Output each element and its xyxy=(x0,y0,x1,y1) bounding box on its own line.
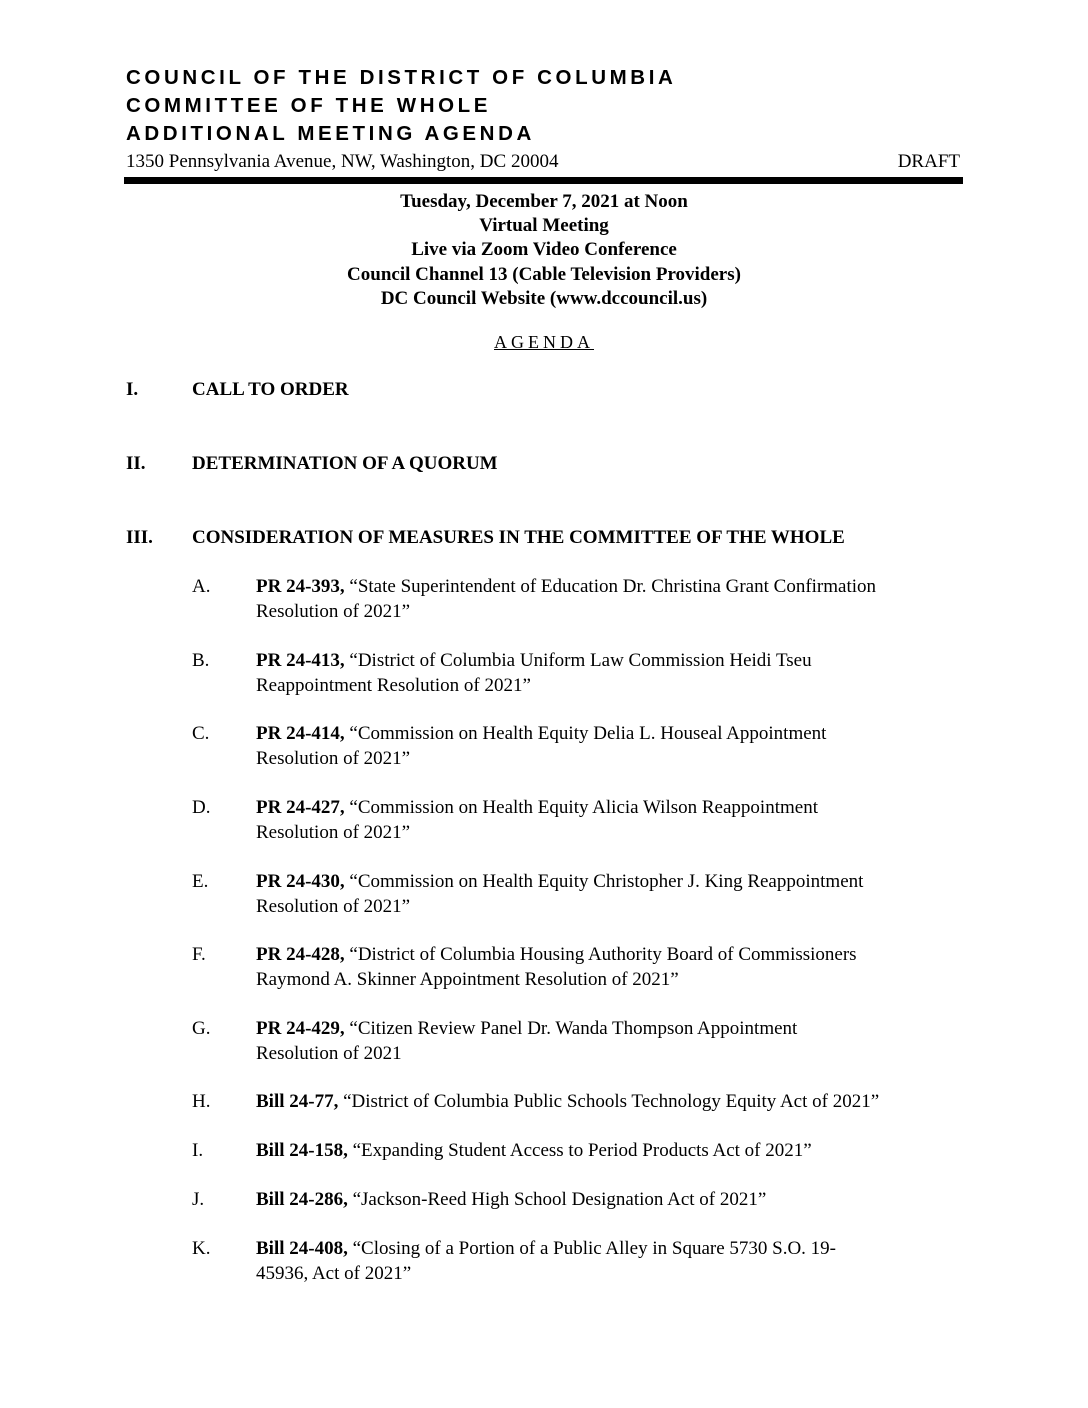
measure-title-cont: Resolution of 2021” xyxy=(256,821,411,843)
header-rule xyxy=(124,177,963,184)
measure-title: “District of Columbia Housing Authority Board of Commissioners xyxy=(344,944,857,965)
measure-title: “District of Columbia Public Schools Technology Equity Act of 2021” xyxy=(338,1091,880,1112)
measure-number: Bill 24-408, xyxy=(256,1238,348,1259)
measure-number: Bill 24-158, xyxy=(256,1140,348,1161)
meeting-website: DC Council Website (www.dccouncil.us) xyxy=(380,287,708,309)
measure-title: “Jackson-Reed High School Designation Act of 2021” xyxy=(347,1189,767,1210)
section-number: II. xyxy=(126,453,146,474)
measure-title-cont: Resolution of 2021 xyxy=(256,1042,402,1064)
item-letter: J. xyxy=(192,1189,205,1210)
item-letter: C. xyxy=(192,723,210,744)
draft-label: DRAFT xyxy=(897,151,960,172)
measure-title-cont: Resolution of 2021” xyxy=(256,600,411,622)
meeting-format: Virtual Meeting xyxy=(479,215,609,237)
section-title: CALL TO ORDER xyxy=(192,379,349,400)
section-title: DETERMINATION OF A QUORUM xyxy=(192,453,498,474)
meeting-zoom: Live via Zoom Video Conference xyxy=(411,239,677,261)
measure-title: “Commission on Health Equity Christopher J. King Reappointment xyxy=(344,871,864,892)
item-letter: I. xyxy=(192,1140,204,1161)
header-agenda-type: ADDITIONAL MEETING AGENDA xyxy=(126,122,535,145)
item-letter: K. xyxy=(192,1238,211,1259)
meeting-channel: Council Channel 13 (Cable Television Providers) xyxy=(347,263,741,285)
measure-number: PR 24-430, xyxy=(256,871,345,892)
item-letter: H. xyxy=(192,1091,211,1112)
measure-number: PR 24-414, xyxy=(256,723,345,744)
measure-title: “Closing of a Portion of a Public Alley in Square 5730 S.O. 19- xyxy=(347,1238,836,1259)
item-letter: B. xyxy=(192,650,210,671)
measure-number: PR 24-428, xyxy=(256,944,345,965)
address: 1350 Pennsylvania Avenue, NW, Washington, DC 20004 xyxy=(126,151,559,172)
measure-number: PR 24-393, xyxy=(256,576,345,597)
item-letter: G. xyxy=(192,1018,211,1039)
measure-number: PR 24-413, xyxy=(256,650,345,671)
measure-title: “District of Columbia Uniform Law Commission Heidi Tseu xyxy=(344,650,812,671)
meeting-info xyxy=(0,190,1088,311)
measure-number: PR 24-429, xyxy=(256,1018,345,1039)
section-number: III. xyxy=(126,527,153,548)
meeting-datetime: Tuesday, December 7, 2021 at Noon xyxy=(400,191,688,212)
address-row xyxy=(126,150,960,174)
item-letter: A. xyxy=(192,576,211,597)
header-committee: COMMITTEE OF THE WHOLE xyxy=(126,94,492,117)
section-number: I. xyxy=(126,379,139,400)
measure-title: “Commission on Health Equity Alicia Wilson Reappointment xyxy=(344,797,818,818)
measure-title-cont: Raymond A. Skinner Appointment Resolution of 2021” xyxy=(256,968,679,990)
item-letter: F. xyxy=(192,944,206,965)
agenda-heading-text: AGENDA xyxy=(494,332,594,352)
measure-title-cont: Resolution of 2021” xyxy=(256,895,411,917)
measure-number: Bill 24-77, xyxy=(256,1091,339,1112)
measure-number: Bill 24-286, xyxy=(256,1189,348,1210)
measure-title: “State Superintendent of Education Dr. Christina Grant Confirmation xyxy=(344,576,877,597)
item-letter: E. xyxy=(192,871,209,892)
item-letter: D. xyxy=(192,797,211,818)
agenda-heading xyxy=(0,330,1088,354)
header-council: COUNCIL OF THE DISTRICT OF COLUMBIA xyxy=(126,66,677,89)
measure-title: “Commission on Health Equity Delia L. Houseal Appointment xyxy=(344,723,827,744)
measure-title-cont: 45936, Act of 2021” xyxy=(256,1262,412,1284)
measure-title-cont: Resolution of 2021” xyxy=(256,747,411,769)
measure-title: “Citizen Review Panel Dr. Wanda Thompson Appointment xyxy=(344,1018,798,1039)
measure-title: “Expanding Student Access to Period Products Act of 2021” xyxy=(347,1140,812,1161)
measure-title-cont: Reappointment Resolution of 2021” xyxy=(256,674,531,696)
measure-number: PR 24-427, xyxy=(256,797,345,818)
section-title: CONSIDERATION OF MEASURES IN THE COMMITTEE OF THE WHOLE xyxy=(192,527,845,548)
